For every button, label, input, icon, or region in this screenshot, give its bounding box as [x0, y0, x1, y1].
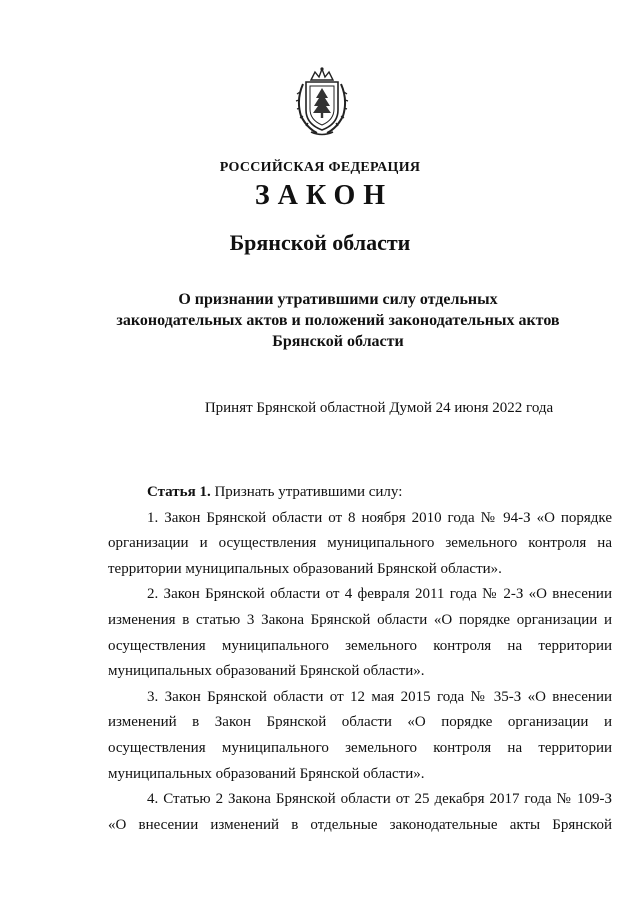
law-title — [108, 289, 568, 352]
country-heading: РОССИЙСКАЯ ФЕДЕРАЦИЯ — [219, 160, 421, 175]
article-heading: Статья 1. — [147, 484, 211, 500]
region-heading: Брянской области — [229, 230, 411, 255]
coat-of-arms-emblem — [293, 66, 351, 138]
adoption-statement: Принят Брянской областной Думой 24 июня 2022 года — [204, 400, 554, 416]
document-type-heading: ЗАКОН — [254, 180, 394, 211]
article-item: 3. Закон Брянской области от 12 мая 2015 года № 35-З «О внесении изменений в Закон Брянской области «О порядке организации и осуществления муниципального земельного контроля на территории муниципальных образований Брянской области». — [108, 688, 612, 782]
article-item: 1. Закон Брянской области от 8 ноября 2010 года № 94-З «О порядке организации и осуществления муниципального земельного контроля на территории муниципальных образований Брянской области». — [108, 509, 612, 577]
article-intro — [108, 480, 612, 506]
law-title-line: Брянской области — [272, 333, 404, 350]
law-title-line: законодательных актов и положений законодательных актов — [116, 312, 560, 329]
law-title-line: О признании утратившими силу отдельных — [178, 291, 498, 308]
article-intro-text: Признать утратившими силу: — [210, 484, 403, 500]
article-item: 2. Закон Брянской области от 4 февраля 2011 года № 2-З «О внесении изменения в статью 3 Закона Брянской области «О порядке организации и осуществления муниципального земельного контроля на территории муниципальных образований Брянской области». — [108, 586, 612, 680]
law-body — [108, 480, 612, 838]
article-item: 4. Статью 2 Закона Брянской области от 25 декабря 2017 года № 109-З «О внесении изменений в отдельные законодательные акты Брянской — [108, 791, 612, 833]
